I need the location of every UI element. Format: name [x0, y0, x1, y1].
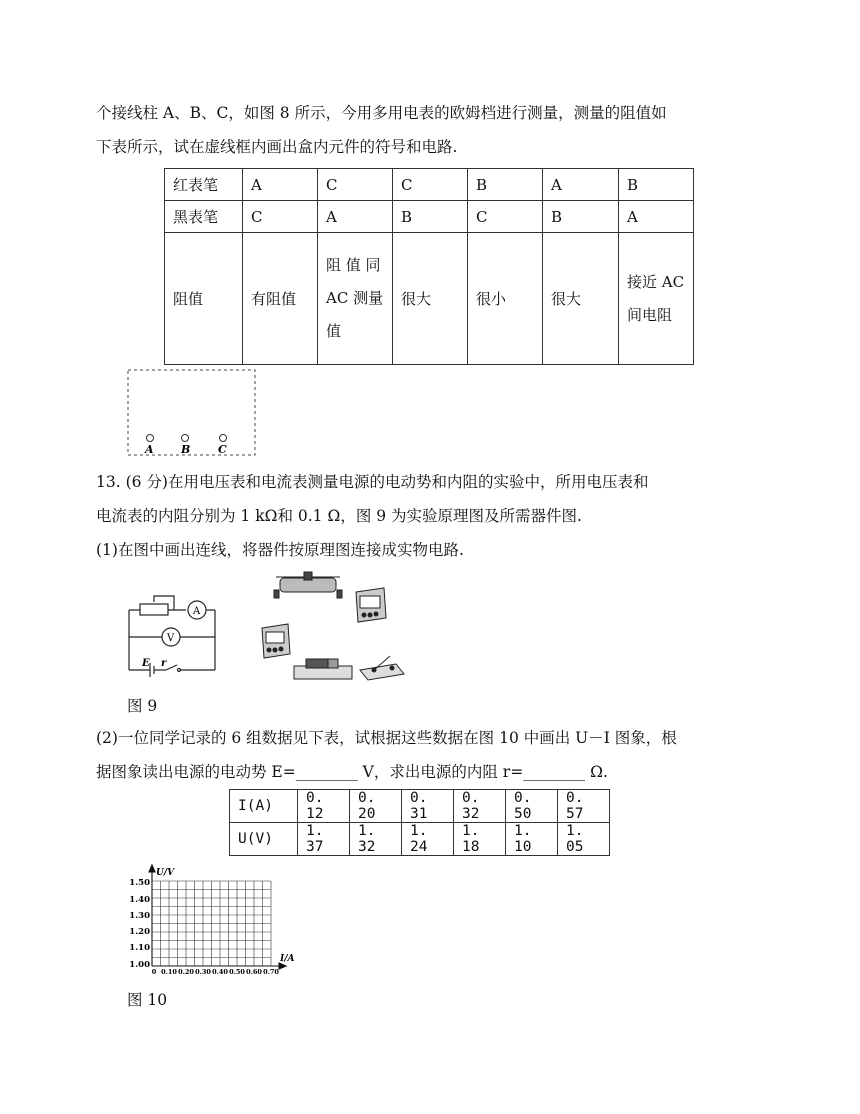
table-cell: C	[318, 169, 393, 201]
table-cell: 1. 10	[506, 823, 558, 856]
intro-line-2: 下表所示，试在虚线框内画出盒内元件的符号和电路.	[96, 138, 458, 156]
ui-graph	[124, 862, 304, 977]
table-row-current	[230, 790, 610, 823]
table-cell: A	[543, 169, 619, 201]
q13-part1: (1)在图中画出连线，将器件按原理图连接成实物电路.	[96, 541, 464, 559]
switch-icon	[360, 656, 404, 680]
battery-icon	[294, 659, 352, 679]
table-cell: 1. 37	[298, 823, 350, 856]
terminal-b-icon	[182, 435, 189, 442]
terminal-label-b: B	[181, 443, 191, 456]
terminal-a-icon	[147, 435, 154, 442]
table-cell: 1. 24	[402, 823, 454, 856]
rheostat-icon	[274, 572, 342, 598]
ammeter-label: A	[193, 606, 201, 617]
table-cell: 有阻值	[243, 233, 318, 365]
x-tick: 0.70	[263, 968, 279, 976]
measurement-table	[229, 789, 610, 856]
x-tick: 0.30	[195, 968, 211, 976]
table-cell: 很小	[468, 233, 543, 365]
table-cell: 1. 05	[558, 823, 610, 856]
x-tick: 0	[151, 968, 157, 976]
table-cell: 阻值	[165, 233, 243, 365]
q13-line-1: 13. (6 分)在用电压表和电流表测量电源的电动势和内阻的实验中，所用电压表和	[96, 473, 649, 491]
x-tick: 0.60	[246, 968, 262, 976]
y-axis-label: U/V	[156, 868, 175, 878]
fig10-caption: 图 10	[127, 991, 168, 1009]
table-cell: B	[543, 201, 619, 233]
y-tick: 1.50	[129, 878, 150, 888]
terminal-c-icon	[220, 435, 227, 442]
table-cell: C	[468, 201, 543, 233]
voltmeter-device-icon	[356, 588, 386, 622]
table-cell: A	[243, 169, 318, 201]
x-tick: 0.50	[229, 968, 245, 976]
circuit-schematic	[122, 590, 227, 680]
terminal-label-a: A	[145, 443, 154, 456]
table-row-red-probe	[165, 169, 694, 201]
q13-part2-line-2: 据图象读出电源的电动势 E=________ V，求出电源的内阻 r=________ Ω.	[96, 763, 608, 781]
table-cell: 接近 AC 间电阻	[619, 233, 694, 365]
x-tick: 0.40	[212, 968, 228, 976]
table-cell: 1. 32	[350, 823, 402, 856]
table-cell: A	[318, 201, 393, 233]
table-cell: 0. 50	[506, 790, 558, 823]
table-cell: U(V)	[230, 823, 298, 856]
table-cell: 0. 31	[402, 790, 454, 823]
table-cell: C	[243, 201, 318, 233]
ohmmeter-table	[164, 168, 694, 365]
table-cell: C	[393, 169, 468, 201]
table-row-resistance	[165, 233, 694, 365]
terminal-label-c: C	[218, 443, 227, 456]
ammeter-device-icon	[262, 624, 290, 658]
table-cell: B	[468, 169, 543, 201]
internal-resistance-label: r	[161, 658, 167, 669]
equipment-figure	[258, 570, 408, 685]
intro-line-1: 个接线柱 A、B、C，如图 8 所示，今用多用电表的欧姆档进行测量，测量的阻值如	[96, 104, 667, 122]
table-cell: 红表笔	[165, 169, 243, 201]
table-cell: 0. 57	[558, 790, 610, 823]
x-axis-label: I/A	[280, 954, 295, 964]
x-tick: 0.10	[161, 968, 177, 976]
black-box-figure	[126, 368, 258, 458]
voltmeter-label: V	[167, 633, 175, 644]
y-tick: 1.10	[129, 943, 150, 953]
y-tick: 1.30	[129, 911, 150, 921]
table-cell: A	[619, 201, 694, 233]
fig9-caption: 图 9	[127, 697, 158, 715]
table-cell: B	[619, 169, 694, 201]
table-cell: 阻 值 同 AC 测量 值	[318, 233, 393, 365]
q13-part2-line-1: (2)一位同学记录的 6 组数据见下表，试根据这些数据在图 10 中画出 U－I 图象，根	[96, 729, 677, 747]
table-cell: 黑表笔	[165, 201, 243, 233]
x-tick: 0.20	[178, 968, 194, 976]
table-cell: 很大	[543, 233, 619, 365]
table-row-voltage	[230, 823, 610, 856]
table-cell: B	[393, 201, 468, 233]
q13-line-2: 电流表的内阻分别为 1 kΩ和 0.1 Ω，图 9 为实验原理图及所需器件图.	[96, 507, 582, 525]
table-cell: I(A)	[230, 790, 298, 823]
table-cell: 0. 32	[454, 790, 506, 823]
table-cell: 0. 20	[350, 790, 402, 823]
y-tick: 1.00	[129, 960, 150, 970]
y-tick: 1.40	[129, 895, 150, 905]
table-cell: 1. 18	[454, 823, 506, 856]
table-cell: 很大	[393, 233, 468, 365]
table-row-black-probe	[165, 201, 694, 233]
y-tick: 1.20	[129, 927, 150, 937]
table-cell: 0. 12	[298, 790, 350, 823]
emf-label: E	[142, 658, 150, 669]
